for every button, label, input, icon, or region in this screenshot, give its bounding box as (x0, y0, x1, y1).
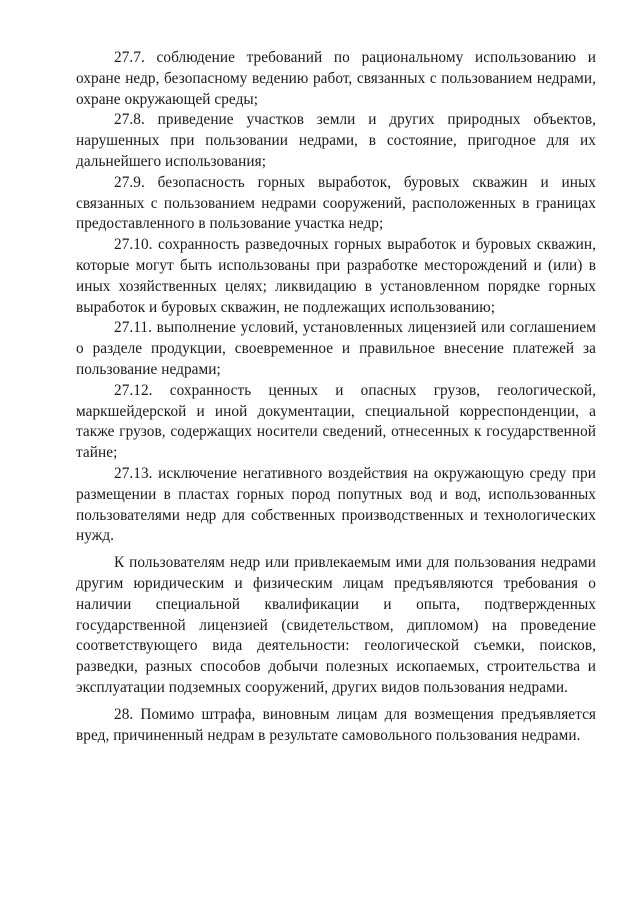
paragraph-27-10: 27.10. сохранность разведочных горных выработок и буровых скважин, которые могут быть использованы при разработке месторождений и (или) в иных хозяйственных целях; ликвидацию в установленном порядке горных выработок и буровых скважин, не подлежащих использованию; (76, 236, 596, 316)
paragraph-qualification-requirements: К пользователям недр или привлекаемым ими для пользования недрами другим юридическим и физическим лицам предъявляются требования о наличии специальной квалификации и опыта, подтвержденных государственной лицензией (свидетельством, дипломом) на проведение соответствующего вида деятельности: геологической съемки, поисков, разведки, разных способов добычи полезных ископаемых, строительства и эксплуатации подземных сооружений, других видов пользования недрами. (76, 554, 596, 696)
paragraph-27-11: 27.11. выполнение условий, установленных лицензией или соглашением о разделе продукции, своевременное и правильное внесение платежей за пользование недрами; (76, 319, 596, 378)
paragraph-27-8: 27.8. приведение участков земли и других природных объектов, нарушенных при пользовании недрами, в состояние, пригодное для их дальнейшего использования; (76, 111, 596, 170)
document-body (76, 48, 596, 746)
paragraph-27-12: 27.12. сохранность ценных и опасных грузов, геологической, маркшейдерской и иной документации, специальной корреспонденции, а также грузов, содержащих носители сведений, отнесенных к государственной тайне; (76, 381, 596, 462)
paragraph-28: 28. Помимо штрафа, виновным лицам для возмещения предъявляется вред, причиненный недрам в результате самовольного пользования недрами. (76, 705, 596, 744)
paragraph-27-9: 27.9. безопасность горных выработок, буровых скважин и иных связанных с пользованием недрами сооружений, расположенных в границах предоставленного в пользование участка недр; (76, 173, 596, 233)
paragraph-27-13: 27.13. исключение негативного воздействия на окружающую среду при размещении в пластах горных пород попутных вод и вод, использованных пользователями недр для собственных производственных и технологических нужд. (76, 464, 596, 545)
paragraph-27-7: 27.7. соблюдение требований по рациональному использованию и охране недр, безопасному ведению работ, связанных с пользованием недрами, охране окружающей среды; (76, 49, 596, 108)
